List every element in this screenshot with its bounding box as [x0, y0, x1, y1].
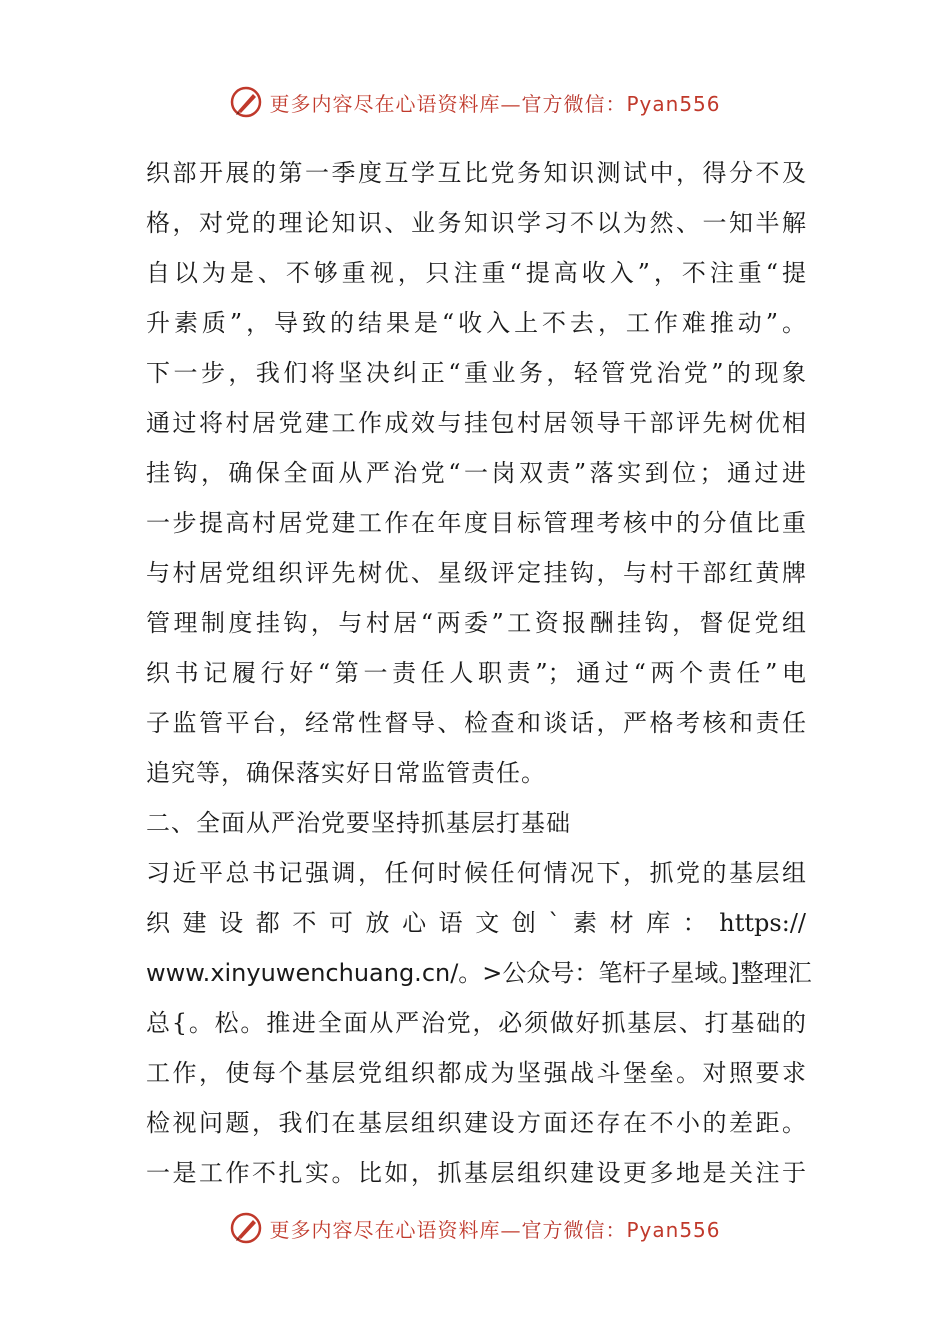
text-line: 一步提高村居党建工作在年度目标管理考核中的分值比重	[146, 509, 806, 537]
text-line: 习近平总书记强调，任何时候任何情况下，抓党的基层组	[146, 859, 806, 887]
text-line: 与村居党组织评先树优、星级评定挂钩，与村干部红黄牌	[146, 559, 806, 587]
watermark-slogan: 更多内容尽在心语资料库	[269, 91, 501, 116]
text-line: 织部开展的第一季度互学互比党务知识测试中，得分不及	[146, 159, 806, 187]
text-line: 升素质”，导致的结果是“收入上不去，工作难推动”。	[146, 309, 806, 337]
text-line: 管理制度挂钩，与村居“两委”工资报酬挂钩，督促党组	[146, 609, 806, 637]
watermark-text	[269, 88, 720, 117]
footer-watermark-banner	[0, 1208, 950, 1248]
text-line: 总{。松。推进全面从严治党，必须做好抓基层、打基础的	[146, 1009, 806, 1037]
text-line: 格，对党的理论知识、业务知识学习不以为然、一知半解	[146, 209, 806, 237]
watermark-wechat-label: 官方微信：	[521, 91, 627, 116]
watermark-dash: —	[500, 91, 522, 116]
header-watermark-banner	[0, 82, 950, 122]
text-line-with-link: 织建设都不可放心语文创`素材库：https://	[146, 909, 806, 937]
watermark-slogan: 更多内容尽在心语资料库	[269, 1217, 501, 1242]
watermark-wechat-id: Pyan556	[626, 91, 721, 116]
text-line: 检视问题，我们在基层组织建设方面还存在不小的差距。	[146, 1109, 806, 1137]
text-line: 自以为是、不够重视，只注重“提高收入”，不注重“提	[146, 259, 806, 287]
text-line: 追究等，确保落实好日常监管责任。	[146, 759, 546, 787]
text-line: 挂钩，确保全面从严治党“一岗双责”落实到位；通过进	[146, 459, 806, 487]
watermark-text	[269, 1214, 720, 1243]
text-line: 通过将村居党建工作成效与挂包村居领导干部评先树优相	[146, 409, 806, 437]
watermark-dash: —	[500, 1217, 522, 1242]
document-body	[146, 148, 812, 1198]
text-line: 一是工作不扎实。比如，抓基层组织建设更多地是关注于	[146, 1159, 806, 1187]
text-line: 下一步，我们将坚决纠正“重业务，轻管党治党”的现象	[146, 359, 806, 387]
text-line: 子监管平台，经常性督导、检查和谈话，严格考核和责任	[146, 709, 806, 737]
text-line: 工作，使每个基层党组织都成为坚强战斗堡垒。对照要求	[146, 1059, 806, 1087]
watermark-wechat-label: 官方微信：	[521, 1217, 627, 1242]
section-heading: 二、全面从严治党要坚持抓基层打基础	[146, 809, 571, 837]
text-line: 织书记履行好“第一责任人职责”；通过“两个责任”电	[146, 659, 806, 687]
watermark-wechat-id: Pyan556	[626, 1217, 721, 1242]
text-line-url: www.xinyuwenchuang.cn/。>公众号：笔杆子星域。]整理汇	[146, 959, 812, 987]
pen-logo-icon	[229, 85, 263, 119]
pen-logo-icon	[229, 1211, 263, 1245]
